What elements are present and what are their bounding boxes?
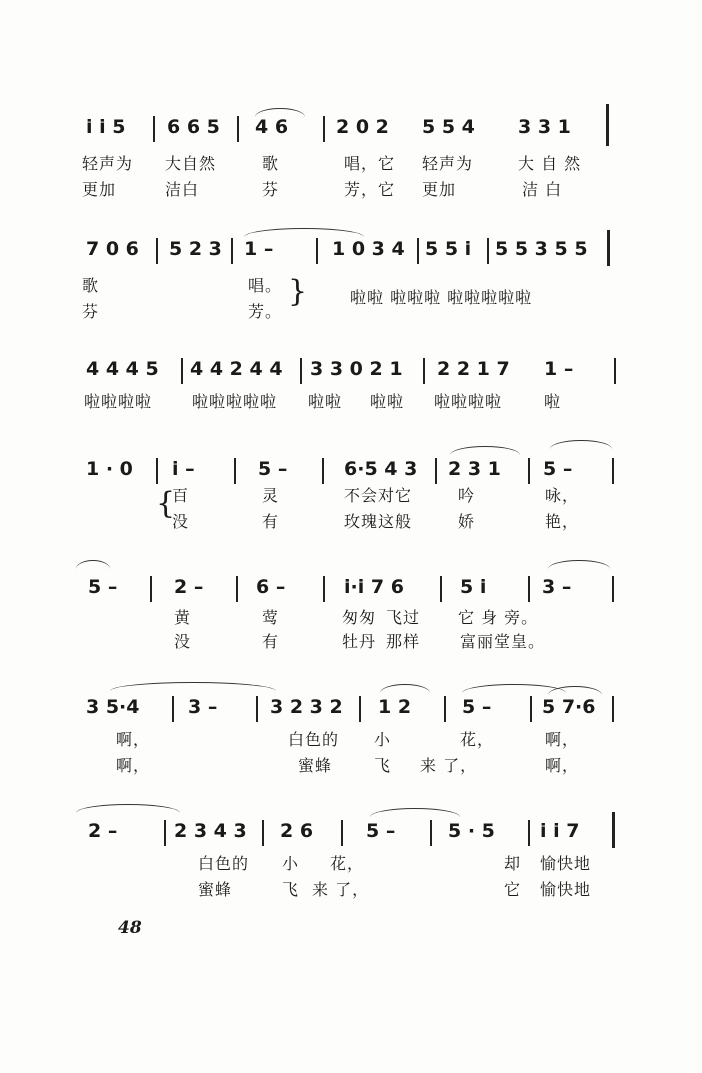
lyric: 啦啦啦啦 — [434, 392, 503, 411]
lyric: 没 — [172, 512, 190, 531]
barline — [236, 576, 238, 602]
measure: 5 i — [460, 576, 487, 598]
lyric: 黄 — [174, 608, 192, 627]
slur — [548, 686, 602, 695]
barline — [528, 820, 530, 846]
barline — [156, 458, 158, 484]
lyric: 飞 — [374, 756, 392, 775]
barline — [341, 820, 343, 846]
lyric: 芳。 — [248, 302, 283, 321]
slur — [244, 228, 364, 237]
lyric: 啊， — [545, 756, 580, 775]
lyric: 玫瑰这般 — [344, 512, 413, 531]
measure: 5 5 4 — [422, 116, 475, 138]
lyric: 大 自 然 — [518, 154, 582, 173]
measure: i i 5 — [86, 116, 126, 138]
barline — [237, 116, 239, 142]
barline — [256, 696, 258, 722]
lyric: 愉快地 — [540, 854, 592, 873]
measure: 1 2 — [378, 696, 412, 718]
lyric: 飞过 — [386, 608, 421, 627]
barline — [150, 576, 152, 602]
measure: 5 – — [366, 820, 396, 842]
lyric: 啊， — [545, 730, 580, 749]
slur — [370, 808, 460, 817]
lyric: 吟 — [458, 486, 476, 505]
measure: 2 – — [88, 820, 118, 842]
measure: 4 4 2 4 4 — [190, 358, 283, 380]
slur — [548, 560, 610, 569]
barline — [614, 358, 616, 384]
barline — [262, 820, 264, 846]
lyric: 却 — [504, 854, 522, 873]
lyric: 啦啦 — [370, 392, 405, 411]
measure: i·i 7 6 — [344, 576, 404, 598]
barline — [300, 358, 302, 384]
barline — [417, 238, 419, 264]
measure: 4 4 4 5 — [86, 358, 159, 380]
barline — [172, 696, 174, 722]
brace: } — [288, 274, 308, 309]
lyric: 啦啦 — [308, 392, 343, 411]
measure: 3 5·4 — [86, 696, 140, 718]
measure: 5 – — [88, 576, 118, 598]
lyric: 小 — [282, 854, 300, 873]
lyric: 歌 — [262, 154, 280, 173]
barline — [612, 458, 614, 484]
measure: 5 – — [462, 696, 492, 718]
la-lyrics: 啦啦 啦啦啦 啦啦啦啦啦 — [350, 288, 533, 307]
measure: 2 – — [174, 576, 204, 598]
barline — [323, 576, 325, 602]
lyric: 唱，它 — [344, 154, 396, 173]
measure: 5 · 5 — [448, 820, 495, 842]
barline — [423, 358, 425, 384]
measure: i i 7 — [540, 820, 580, 842]
measure: 5 – — [543, 458, 573, 480]
measure: 2 3 1 — [448, 458, 501, 480]
lyric: 啦啦啦啦啦 — [192, 392, 278, 411]
lyric: 灵 — [262, 486, 280, 505]
lyric: 芬 — [82, 302, 100, 321]
measure: 2 3 4 3 — [174, 820, 247, 842]
lyric: 白色的 — [288, 730, 340, 749]
measure: 5 5 3 5 5 — [495, 238, 588, 260]
measure: 6 – — [256, 576, 286, 598]
lyric: 来 了， — [312, 880, 370, 899]
measure: 3 2 3 2 — [270, 696, 343, 718]
measure: 2 2 1 7 — [437, 358, 510, 380]
barline — [359, 696, 361, 722]
barline — [234, 458, 236, 484]
lyric: 啊， — [116, 730, 151, 749]
barline — [322, 458, 324, 484]
slur — [110, 682, 276, 691]
measure: 6·5 4 3 — [344, 458, 418, 480]
slur — [450, 446, 520, 455]
barline — [440, 576, 442, 602]
lyric: 芳，它 — [344, 180, 396, 199]
measure: 5 – — [258, 458, 288, 480]
barline — [435, 458, 437, 484]
barline — [528, 458, 530, 484]
barline — [528, 576, 530, 602]
measure: 1 – — [544, 358, 574, 380]
lyric: 飞 — [282, 880, 300, 899]
barline — [430, 820, 432, 846]
lyric: 小 — [374, 730, 392, 749]
barline-end — [606, 104, 609, 146]
lyric: 歌 — [82, 276, 100, 295]
lyric: 蜜蜂 — [298, 756, 333, 775]
lyric: 更加 — [82, 180, 117, 199]
lyric: 轻声为 — [82, 154, 134, 173]
lyric: 轻声为 — [422, 154, 474, 173]
lyric: 艳， — [545, 512, 580, 531]
lyric: 有 — [262, 512, 280, 531]
measure: 5 2 3 — [169, 238, 222, 260]
measure: 5 7·6 — [542, 696, 596, 718]
lyric: 芬 — [262, 180, 280, 199]
lyric: 花， — [460, 730, 495, 749]
measure: 6 6 5 — [167, 116, 220, 138]
barline — [444, 696, 446, 722]
lyric: 匆匆 — [342, 608, 377, 627]
lyric: 洁 白 — [522, 180, 563, 199]
page-number: 48 — [118, 918, 142, 938]
barline — [156, 238, 158, 264]
brace: { — [156, 486, 176, 521]
slur — [255, 108, 305, 117]
lyric: 牡丹 — [342, 632, 377, 651]
lyric: 愉快地 — [540, 880, 592, 899]
measure: 1 – — [244, 238, 274, 260]
barline — [530, 696, 532, 722]
barline — [612, 576, 614, 602]
measure: 1 · 0 — [86, 458, 133, 480]
measure: 3 3 0 2 1 — [310, 358, 403, 380]
measure: 7 0 6 — [86, 238, 139, 260]
lyric: 啦 — [544, 392, 562, 411]
measure: 2 0 2 — [336, 116, 389, 138]
lyric: 有 — [262, 632, 280, 651]
lyric: 更加 — [422, 180, 457, 199]
barline — [323, 116, 325, 142]
lyric: 大自然 — [165, 154, 217, 173]
barline — [164, 820, 166, 846]
measure: 5 5 i — [425, 238, 472, 260]
lyric: 百 — [172, 486, 190, 505]
barline — [487, 238, 489, 264]
barline-end — [612, 812, 615, 848]
lyric: 来 了， — [420, 756, 478, 775]
lyric: 蜜蜂 — [198, 880, 233, 899]
slur — [380, 684, 430, 693]
lyric: 它 — [504, 880, 522, 899]
barline — [231, 238, 233, 264]
lyric: 啦啦啦啦 — [84, 392, 153, 411]
measure: 3 – — [188, 696, 218, 718]
lyric: 那样 — [386, 632, 421, 651]
lyric: 莺 — [262, 608, 280, 627]
lyric: 娇 — [458, 512, 476, 531]
lyric: 洁白 — [165, 180, 200, 199]
measure: 3 – — [542, 576, 572, 598]
lyric: 白色的 — [198, 854, 250, 873]
measure: 4 6 — [255, 116, 289, 138]
lyric: 花， — [330, 854, 365, 873]
lyric: 咏， — [545, 486, 580, 505]
slur — [550, 440, 612, 449]
measure: i – — [172, 458, 195, 480]
barline — [316, 238, 318, 264]
measure: 1 0 3 4 — [332, 238, 405, 260]
lyric: 不会对它 — [344, 486, 413, 505]
barline — [181, 358, 183, 384]
barline-end — [607, 230, 610, 266]
slur — [76, 804, 180, 813]
lyric: 啊， — [116, 756, 151, 775]
lyric: 唱。 — [248, 276, 283, 295]
lyric: 它 身 旁。 — [458, 608, 539, 627]
measure: 3 3 1 — [518, 116, 571, 138]
measure: 2 6 — [280, 820, 314, 842]
lyric: 没 — [174, 632, 192, 651]
barline — [612, 696, 614, 722]
slur — [76, 560, 110, 569]
barline — [153, 116, 155, 142]
lyric: 富丽堂皇。 — [460, 632, 546, 651]
